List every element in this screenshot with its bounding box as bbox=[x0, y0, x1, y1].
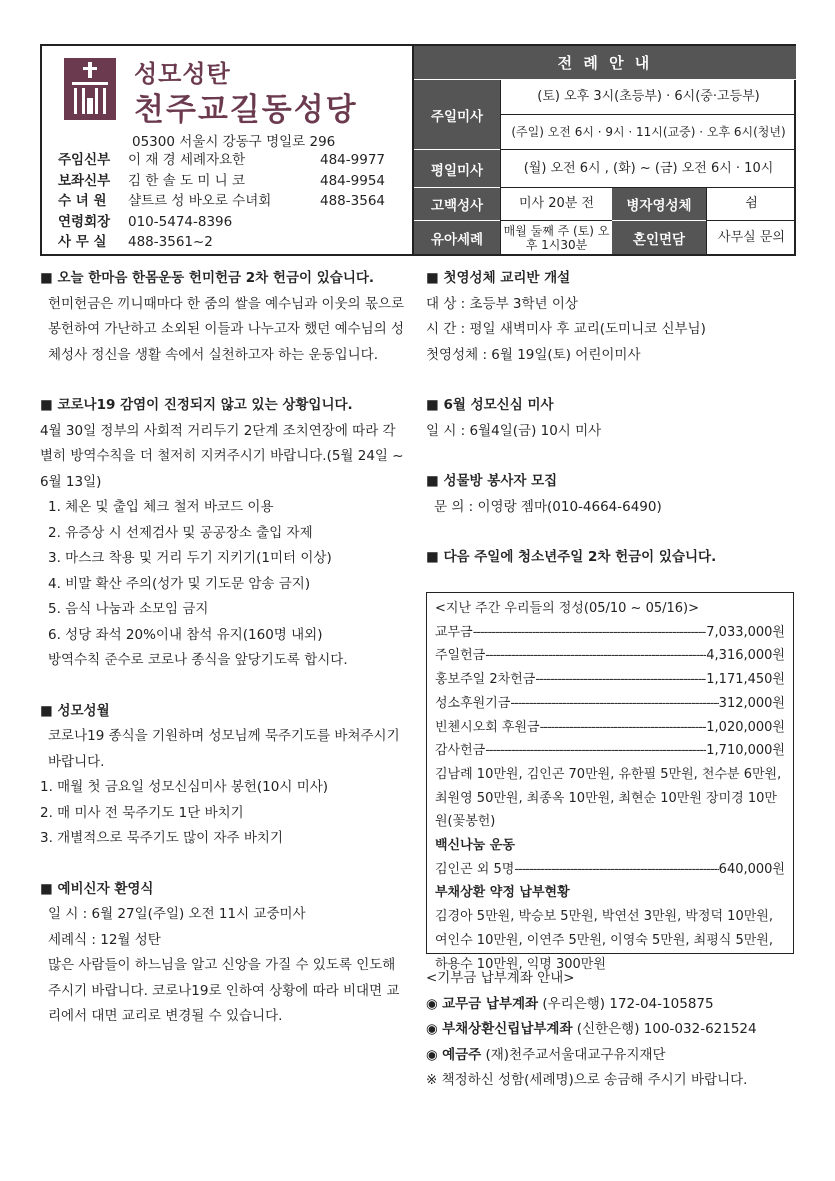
brand-subtitle: 성모성탄 bbox=[134, 60, 231, 88]
offering-row bbox=[435, 668, 785, 692]
confession-time: 미사 20분 전 bbox=[500, 188, 612, 221]
list-item: 1. 매월 첫 금요일 성모신심미사 봉헌(10시 미사) bbox=[40, 779, 329, 795]
list-item: 1. 체온 및 출입 체크 철저 바코드 이용 bbox=[48, 499, 274, 515]
staff-role: 연령회장 bbox=[58, 213, 111, 230]
notice-line: 문 의 : 이영랑 젬마(010-4664-6490) bbox=[434, 498, 662, 515]
list-item: 2. 유증상 시 선제검사 및 공공장소 출입 자제 bbox=[48, 524, 313, 541]
infant-baptism-time: 매월 둘째 주 (토) 오후 1시30분 bbox=[500, 221, 612, 254]
left-column bbox=[40, 266, 406, 1030]
staff-name: 이 재 경 세례자요한 bbox=[128, 152, 246, 168]
notice-title: ■ 다음 주일에 청소년주일 2차 헌금이 있습니다. bbox=[426, 549, 717, 565]
list-item: 5. 음식 나눔과 소모임 금지 bbox=[48, 601, 209, 617]
offering-amount: 4,316,000원 bbox=[706, 648, 785, 664]
staff-name: 김 한 솔 도 미 니 코 bbox=[128, 172, 246, 189]
list-item: 6. 성당 좌석 20%이내 참석 유지(160명 내외) bbox=[48, 626, 323, 643]
offering-amount: 1,020,000원 bbox=[706, 719, 785, 735]
offering-label: 김인곤 외 5명 bbox=[435, 861, 515, 877]
notice-body: 코로나19 종식을 기원하며 성모님께 묵주기도를 바쳐주시기 바랍니다. bbox=[48, 728, 400, 770]
list-item: 4. 비말 확산 주의(성가 및 기도문 암송 금지) bbox=[48, 575, 311, 592]
weekday-mass-label: 평일미사 bbox=[414, 150, 500, 188]
offering-label: 성소후원기금 bbox=[435, 695, 511, 711]
staff-name: 샬트르 성 바오로 수녀회 bbox=[128, 193, 272, 209]
list-item: 3. 마스크 착용 및 거리 두기 지키기(1미터 이상) bbox=[48, 550, 332, 566]
notice-title: ■ 코로나19 감염이 진정되지 않고 있는 상황입니다. bbox=[40, 397, 353, 413]
weekday-mass-times: (월) 오전 6시 , (화) ~ (금) 오전 6시 · 10시 bbox=[500, 150, 796, 188]
wedding-label: 혼인면담 bbox=[612, 221, 706, 254]
staff-row bbox=[58, 171, 408, 192]
offering-summary-box bbox=[426, 592, 794, 972]
staff-phone: 488-3564 bbox=[320, 193, 385, 209]
account-detail: (신한은행) 100-032-621524 bbox=[576, 1021, 757, 1037]
account-row: ◉ 예금주 (재)천주교서울대교구유지재단 bbox=[426, 1046, 666, 1063]
brand-title: 천주교길동성당 bbox=[134, 92, 358, 128]
notice-title: ■ 성모성월 bbox=[40, 702, 110, 719]
confession-label: 고백성사 bbox=[414, 188, 500, 221]
account-detail: (재)천주교서울대교구유지재단 bbox=[485, 1046, 666, 1063]
notice-line: 세례식 : 12월 성탄 bbox=[48, 931, 161, 948]
list-item: 2. 매 미사 전 묵주기도 1단 바치기 bbox=[40, 804, 244, 821]
account-detail: (우리은행) 172-04-105875 bbox=[542, 995, 714, 1012]
parish-info bbox=[42, 46, 412, 254]
sick-communion-status: 쉼 bbox=[706, 188, 796, 221]
offering-label: 감사헌금 bbox=[435, 743, 486, 759]
notice-body: 4월 30일 정부의 사회적 거리두기 2단계 조치연장에 따라 각별히 방역수칙을 더 철저히 지켜주시기 바랍니다.(5월 24일 ~ 6월 13일) bbox=[40, 422, 404, 490]
offering-amount: 1,171,450원 bbox=[706, 672, 785, 688]
staff-phone: 484-9977 bbox=[320, 152, 385, 168]
sunday-mass-label: 주일미사 bbox=[414, 80, 500, 150]
staff-row bbox=[58, 191, 408, 212]
list-item: 3. 개별적으로 묵주기도 많이 자주 바치기 bbox=[40, 830, 283, 846]
sunday-mass-sunday: (주일) 오전 6시 · 9시 · 11시(교중) · 오후 6시(청년) bbox=[500, 115, 796, 150]
staff-row bbox=[58, 212, 408, 233]
offering-label: 빈첸시오회 후원금 bbox=[435, 719, 540, 735]
notice-line: 대 상 : 초등부 3학년 이상 bbox=[426, 295, 578, 312]
address: 05300 서울시 강동구 명일로 296 bbox=[132, 134, 336, 150]
staff-role: 사 무 실 bbox=[58, 234, 107, 250]
account-label: 예금주 bbox=[442, 1046, 482, 1063]
account-label: 교무금 납부계좌 bbox=[442, 995, 539, 1012]
offering-label: 주일헌금 bbox=[435, 648, 486, 664]
offering-row bbox=[435, 692, 785, 716]
infant-baptism-label: 유아세례 bbox=[414, 221, 500, 254]
notice-footer: 방역수칙 준수로 코로나 종식을 앞당기도록 합시다. bbox=[48, 652, 348, 668]
account-label: 부채상환신립납부계좌 bbox=[442, 1021, 573, 1037]
staff-row bbox=[58, 232, 408, 253]
staff-role: 주임신부 bbox=[58, 152, 111, 168]
church-logo-icon bbox=[64, 58, 116, 120]
offering-row bbox=[435, 716, 785, 740]
schedule-title: 전 례 안 내 bbox=[414, 46, 796, 80]
offering-amount: 640,000원 bbox=[718, 861, 785, 877]
notice-line: 첫영성체 : 6월 19일(토) 어린이미사 bbox=[426, 346, 641, 363]
staff-role: 보좌신부 bbox=[58, 172, 111, 189]
notice-title: ■ 6월 성모신심 미사 bbox=[426, 397, 554, 413]
staff-role: 수 녀 원 bbox=[58, 193, 107, 209]
sick-communion-label: 병자영성체 bbox=[612, 188, 706, 221]
debt-donors: 김경아 5만원, 박승보 5만원, 박연선 3만원, 박정덕 10만원, 여인수 10만원, 이연주 5만원, 이영숙 5만원, 최평식 5만원, 하용수 10만원, 익명 300만원 bbox=[435, 909, 773, 972]
notice-body: 헌미헌금은 끼니때마다 한 줌의 쌀을 예수님과 이웃의 몫으로 봉헌하여 가난하고 소외된 이들과 나누고자 했던 예수님의 성체성사 정신을 생활 속에서 실천하고자 하는 운동입니다. bbox=[48, 295, 405, 363]
notice-line: 시 간 : 평일 새벽미사 후 교리(도미니코 신부님) bbox=[426, 321, 706, 337]
offering-row bbox=[435, 644, 785, 668]
right-column bbox=[426, 266, 796, 571]
accounts-title: <기부금 납부계좌 안내> bbox=[426, 970, 575, 986]
staff-name: 488-3561~2 bbox=[128, 234, 213, 250]
staff-phone: 484-9954 bbox=[320, 172, 385, 189]
offering-amount: 312,000원 bbox=[718, 695, 785, 711]
account-row: ◉ 교무금 납부계좌 (우리은행) 172-04-105875 bbox=[426, 995, 714, 1012]
wedding-info: 사무실 문의 bbox=[706, 221, 796, 254]
notice-title: ■ 예비신자 환영식 bbox=[40, 880, 154, 897]
account-row: ◉ 부채상환신립납부계좌 (신한은행) 100-032-621524 bbox=[426, 1021, 757, 1037]
offering-title: <지난 주간 우리들의 정성(05/10 ~ 05/16)> bbox=[435, 601, 699, 616]
notice-title: ■ 오늘 한마음 한몸운동 헌미헌금 2차 헌금이 있습니다. bbox=[40, 270, 375, 286]
offering-amount: 1,710,000원 bbox=[706, 743, 785, 759]
notice-body: 많은 사람들이 하느님을 알고 신앙을 가질 수 있도록 인도해 주시기 바랍니다. 코로나19로 인하여 상황에 따라 비대면 교리에서 대면 교리로 변경될 수 있습니다. bbox=[48, 957, 400, 1024]
staff-row bbox=[58, 150, 408, 171]
accounts-section bbox=[426, 966, 796, 1094]
vaccine-title: 백신나눔 운동 bbox=[435, 838, 515, 854]
header-box bbox=[40, 44, 796, 256]
gratitude-donors: 김남례 10만원, 김인곤 70만원, 유한필 5만원, 천수분 6만원, 최원영 50만원, 최종옥 10만원, 최현순 10만원 장미경 10만원(꽃봉헌) bbox=[435, 766, 782, 830]
staff-name: 010-5474-8396 bbox=[128, 213, 233, 230]
staff-list bbox=[58, 150, 408, 253]
liturgy-schedule bbox=[412, 46, 796, 254]
offering-row bbox=[435, 858, 785, 882]
remittance-note: ※ 책정하신 성함(세례명)으로 송금해 주시기 바랍니다. bbox=[426, 1072, 748, 1088]
offering-row bbox=[435, 621, 785, 645]
offering-row bbox=[435, 739, 785, 763]
offering-label: 홍보주일 2차헌금 bbox=[435, 672, 536, 688]
offering-label: 교무금 bbox=[435, 624, 473, 640]
offering-amount: 7,033,000원 bbox=[706, 624, 785, 640]
notice-line: 일 시 : 6월 27일(주일) 오전 11시 교중미사 bbox=[48, 906, 306, 922]
notice-title: ■ 첫영성체 교리반 개설 bbox=[426, 270, 571, 286]
notice-title: ■ 성물방 봉사자 모집 bbox=[426, 473, 558, 489]
sunday-mass-saturday: (토) 오후 3시(초등부) · 6시(중·고등부) bbox=[500, 80, 796, 115]
notice-line: 일 시 : 6월4일(금) 10시 미사 bbox=[426, 422, 602, 439]
debt-title: 부채상환 약정 납부현황 bbox=[435, 885, 570, 901]
